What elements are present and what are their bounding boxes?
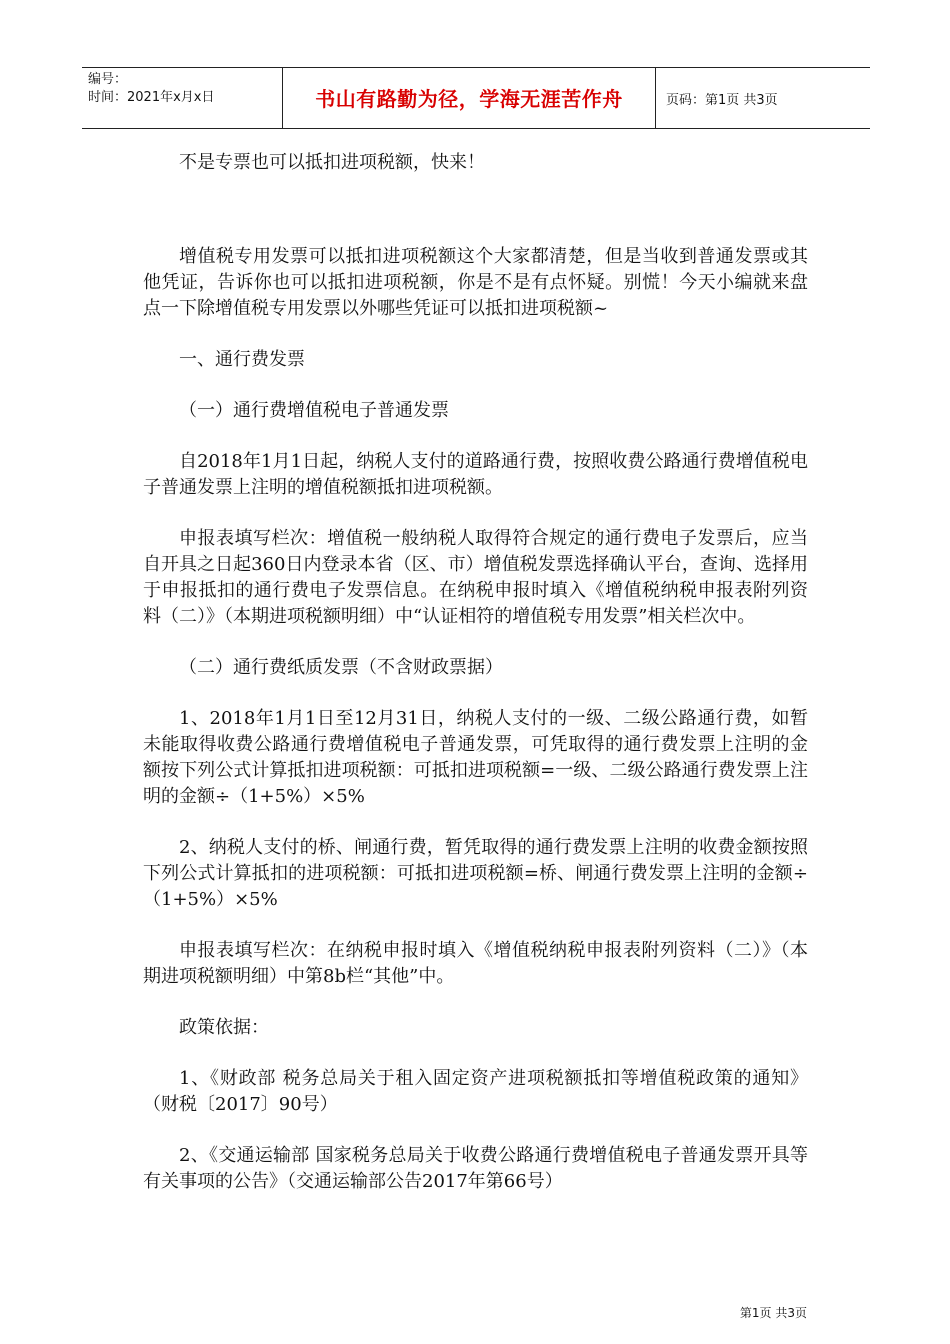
- paragraph-paper-filing: 申报表填写栏次：在纳税申报时填入《增值税纳税申报表附列资料（二）》（本期进项税额明细）中第8b栏“其他”中。: [143, 940, 808, 987]
- header-page-label: 页码：第1页 共3页: [666, 92, 778, 108]
- subsection-heading-paper: （二）通行费纸质发票（不含财政票据）: [179, 657, 503, 678]
- policy-basis-item-2: 2、《交通运输部 国家税务总局关于收费公路通行费增值税电子普通发票开具等有关事项的公告》（交通运输部公告2017年第66号）: [143, 1145, 808, 1192]
- header-meta: [82, 68, 283, 128]
- document-body: [143, 150, 808, 1220]
- section-heading-toll-invoices: 一、通行费发票: [179, 349, 305, 370]
- serial-label: 编号：: [88, 72, 128, 87]
- page-header: [82, 67, 870, 129]
- paragraph-electronic-rule: 自2018年1月1日起，纳税人支付的道路通行费，按照收费公路通行费增值税电子普通发票上注明的增值税额抵扣进项税额。: [143, 451, 808, 498]
- policy-basis-heading: 政策依据：: [179, 1017, 269, 1038]
- policy-basis-item-1: 1、《财政部 税务总局关于租入固定资产进项税额抵扣等增值税政策的通知》（财税〔2017〕90号）: [143, 1068, 808, 1115]
- header-motto: 书山有路勤为径，学海无涯苦作舟: [283, 68, 656, 128]
- page-footer: 第1页 共3页: [739, 1306, 807, 1320]
- document-title: 不是专票也可以抵扣进项税额，快来！: [179, 152, 485, 173]
- date-label: 时间：2021年x月x日: [88, 90, 215, 105]
- paragraph-paper-rule-1: 1、2018年1月1日至12月31日，纳税人支付的一级、二级公路通行费，如暂未能取得收费公路通行费增值税电子普通发票，可凭取得的通行费发票上注明的金额按下列公式计算抵扣进项税额：可抵扣进项税额=一级、二级公路通行费发票上注明的金额÷（1+5%）×5%: [143, 708, 808, 807]
- paragraph-electronic-filing: 申报表填写栏次：增值税一般纳税人取得符合规定的通行费电子发票后，应当自开具之日起360日内登录本省（区、市）增值税发票选择确认平台，查询、选择用于申报抵扣的通行费电子发票信息。在纳税申报时填入《增值税纳税申报表附列资料（二）》（本期进项税额明细）中“认证相符的增值税专用发票”相关栏次中。: [143, 528, 808, 627]
- subsection-heading-electronic: （一）通行费增值税电子普通发票: [179, 400, 449, 421]
- paragraph-intro: 增值税专用发票可以抵扣进项税额这个大家都清楚，但是当收到普通发票或其他凭证，告诉你也可以抵扣进项税额，你是不是有点怀疑。别慌！今天小编就来盘点一下除增值税专用发票以外哪些凭证可以抵扣进项税额~: [143, 246, 808, 319]
- paragraph-paper-rule-2: 2、纳税人支付的桥、闸通行费，暂凭取得的通行费发票上注明的收费金额按照下列公式计算抵扣的进项税额：可抵扣进项税额=桥、闸通行费发票上注明的金额÷（1+5%）×5%: [143, 837, 808, 910]
